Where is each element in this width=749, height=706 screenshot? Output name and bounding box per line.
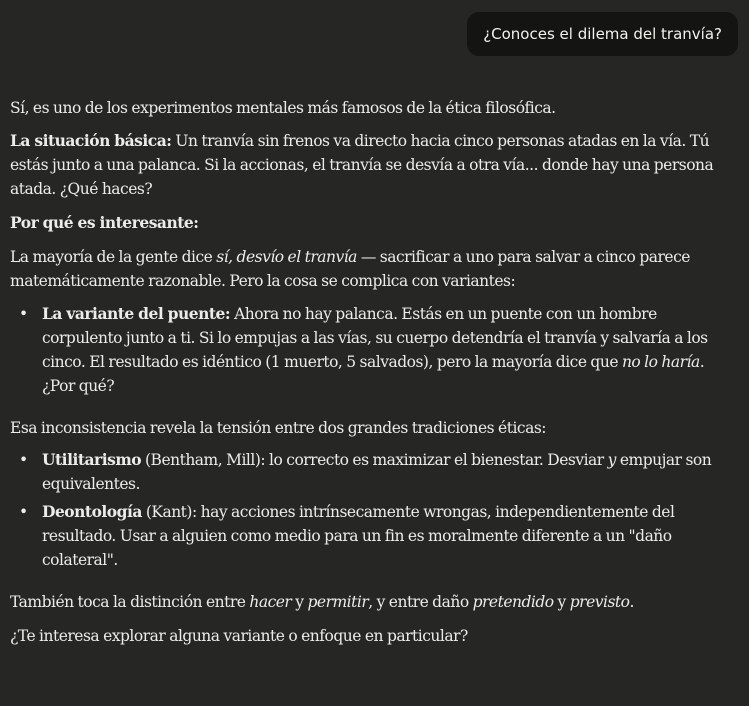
distinction-text-4: y <box>553 593 570 611</box>
deontology-heading: Deontología <box>42 502 142 521</box>
majority-italic: sí, desvío el tranvía <box>216 248 357 266</box>
distinction-italic-pretendido: pretendido <box>472 593 554 611</box>
variants-list <box>10 302 728 398</box>
situation-paragraph <box>10 129 728 201</box>
list-item-deontology <box>10 500 728 572</box>
traditions-list <box>10 448 728 572</box>
user-message-bubble <box>467 12 738 56</box>
list-item-utilitarianism <box>10 448 728 496</box>
utilitarianism-heading: Utilitarismo <box>42 450 142 469</box>
distinction-text-5: . <box>629 593 634 611</box>
bridge-text-after: . ¿Por qué? <box>42 353 705 395</box>
distinction-text-2: y <box>291 593 308 611</box>
situation-heading: La situación básica: <box>10 131 172 150</box>
distinction-paragraph <box>10 590 728 614</box>
user-message-text: ¿Conoces el dilema del tranvía? <box>483 25 722 43</box>
deontology-text: (Kant): hay acciones intrínsecamente wrongas, independientemente del resultado. Usar a alguien como medio para un fin es moralmente diferente a un "daño colateral". <box>42 503 675 569</box>
question-text: ¿Te interesa explorar alguna variante o enfoque en particular? <box>10 627 468 645</box>
why-heading-paragraph <box>10 211 728 235</box>
intro-text: Sí, es uno de los experimentos mentales más famosos de la ética filosófica. <box>10 99 556 117</box>
utilitarianism-italic: y <box>607 451 616 469</box>
assistant-response <box>10 96 728 648</box>
bullet-icon: • <box>19 305 28 323</box>
bridge-text-before: Ahora no hay palanca. Estás en un puente con un hombre corpulento junto a ti. Si lo empujas a las vías, su cuerpo detendría el tranvía y salvaría a los cinco. El resultado es idéntico (1 muerto, 5 salvados), pero la mayoría dice que <box>42 305 708 371</box>
situation-text: Un tranvía sin frenos va directo hacia cinco personas atadas en la vía. Tú estás junto a una palanca. Si la accionas, el tranvía se desvía a otra vía... donde hay una persona atada. ¿Qué haces? <box>10 132 714 198</box>
intro-paragraph <box>10 96 728 120</box>
distinction-italic-permitir: permitir <box>307 593 369 611</box>
bridge-italic: no lo haría <box>621 353 700 371</box>
why-heading: Por qué es interesante: <box>10 213 199 232</box>
majority-text-before: La mayoría de la gente dice <box>10 248 217 266</box>
bullet-icon: • <box>19 451 28 469</box>
distinction-text-1: También toca la distinción entre <box>10 593 250 611</box>
bridge-heading: La variante del puente: <box>42 304 231 323</box>
question-paragraph <box>10 624 728 648</box>
distinction-italic-hacer: hacer <box>249 593 292 611</box>
majority-text-after: — sacrificar a uno para salvar a cinco parece matemáticamente razonable. Pero la cosa se complica con variantes: <box>10 248 690 290</box>
utilitarianism-text-before: (Bentham, Mill): lo correcto es maximizar el bienestar. Desviar <box>141 451 608 469</box>
tension-text: Esa inconsistencia revela la tensión entre dos grandes tradiciones éticas: <box>10 419 547 437</box>
distinction-italic-previsto: previsto <box>569 593 630 611</box>
distinction-text-3: , y entre daño <box>368 593 473 611</box>
bullet-icon: • <box>19 503 28 521</box>
tension-paragraph <box>10 416 728 440</box>
utilitarianism-text-after: empujar son equivalentes. <box>42 451 712 493</box>
list-item-bridge <box>10 302 728 398</box>
majority-paragraph <box>10 245 728 293</box>
